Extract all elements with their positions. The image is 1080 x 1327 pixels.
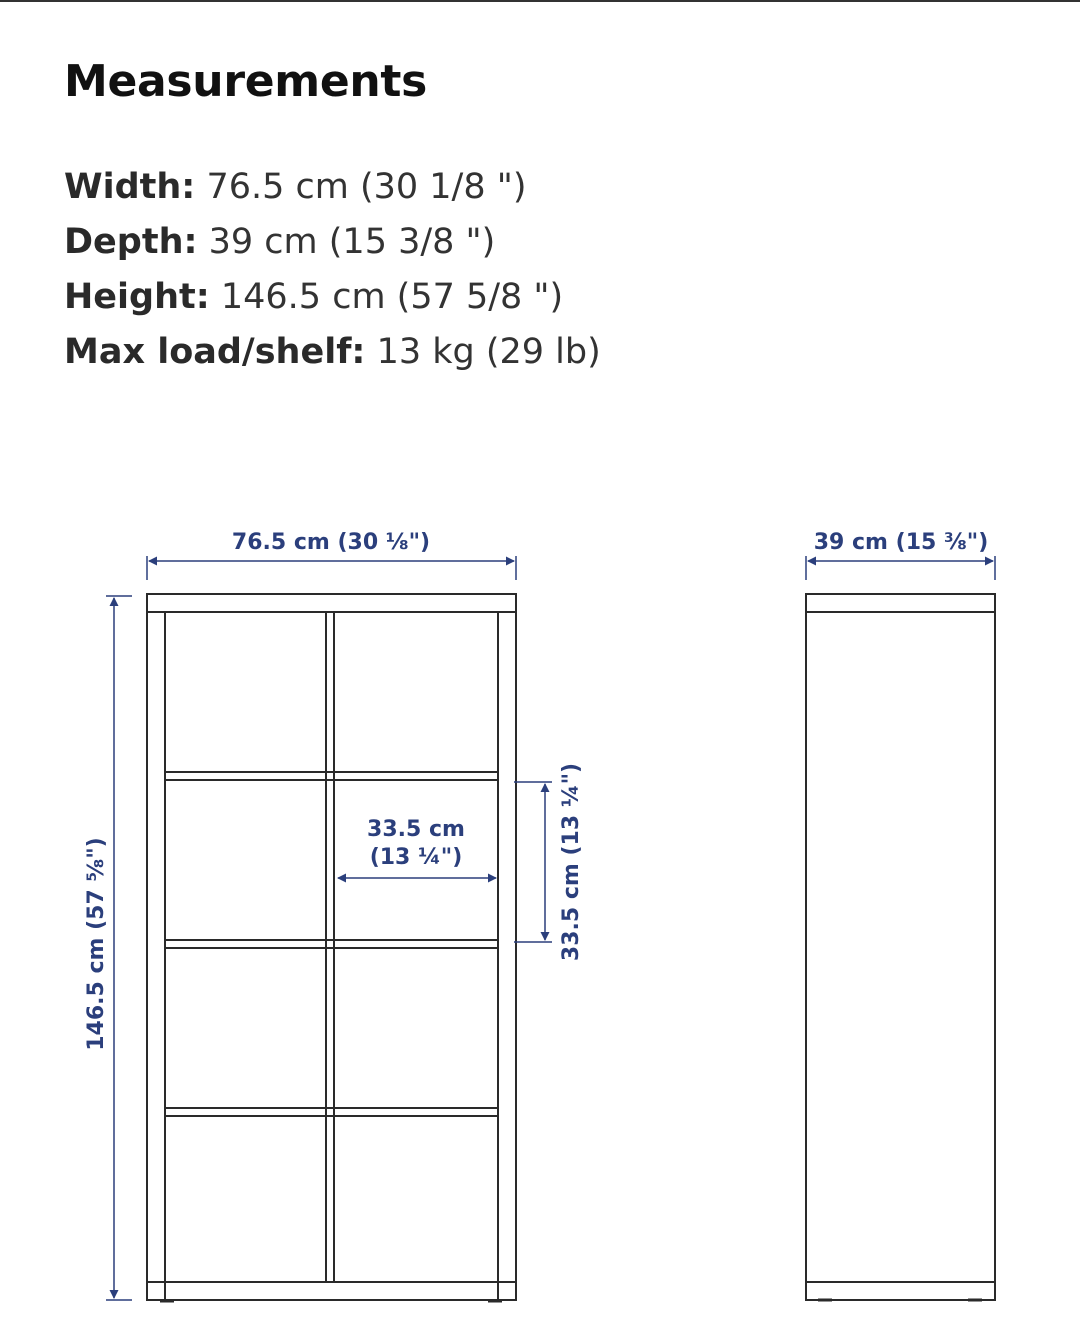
front-shelf-1	[165, 772, 498, 780]
front-shelf-2	[165, 940, 498, 948]
side-view	[806, 594, 995, 1300]
spec-label: Max load/shelf:	[64, 332, 366, 372]
side-depth-label: 39 cm (15 ⅜")	[813, 530, 989, 555]
spec-label: Depth:	[64, 222, 198, 262]
spec-value: 146.5 cm (57 5/8 ")	[220, 277, 564, 317]
compartment-width-label-line2: (13 ¼")	[369, 845, 463, 870]
front-bottom-panel	[147, 1282, 516, 1300]
spec-label: Height:	[64, 277, 210, 317]
front-left-side-full	[147, 612, 165, 1300]
dimension-lines	[106, 556, 995, 1300]
front-view-lower	[147, 612, 516, 1301]
front-top-panel	[147, 594, 516, 612]
spec-label: Width:	[64, 167, 196, 207]
spec-value: 39 cm (15 3/8 ")	[208, 222, 496, 262]
height-label: 146.5 cm (57 ⅝")	[84, 837, 109, 1051]
spec-value: 13 kg (29 lb)	[376, 332, 601, 372]
spec-value: 76.5 cm (30 1/8 ")	[206, 167, 527, 207]
side-panel	[806, 612, 995, 1300]
page-title: Measurements	[64, 56, 428, 107]
side-top-panel	[806, 594, 995, 612]
front-view	[147, 594, 516, 948]
front-width-label: 76.5 cm (30 ⅛")	[231, 530, 431, 555]
front-right-side-full	[498, 612, 516, 1300]
compartment-width-label-line1: 33.5 cm	[367, 817, 465, 842]
compartment-height-label: 33.5 cm (13 ¼")	[559, 762, 584, 962]
front-shelf-3	[165, 1108, 498, 1116]
